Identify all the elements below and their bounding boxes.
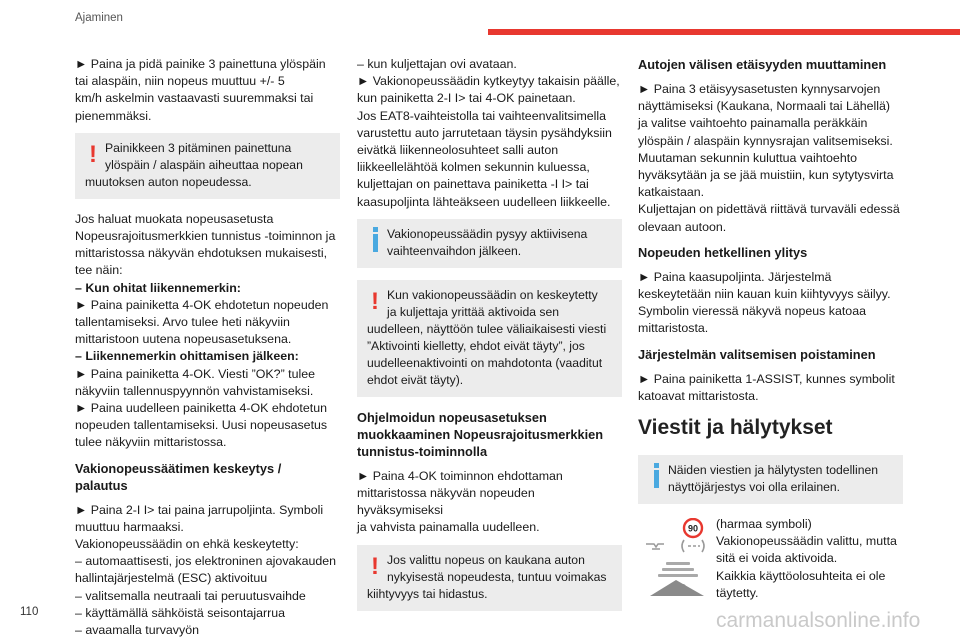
paragraph — [638, 81, 903, 236]
cruise-bracket-icon — [682, 540, 704, 552]
text-line: tunnistus-toiminnolla — [357, 443, 488, 459]
text-line: tulee näkyviin mittaristossa. — [75, 435, 227, 450]
text-line: Jos haluat muokata nopeusasetusta — [75, 211, 274, 226]
column-2 — [357, 56, 622, 623]
text-line: Jos EAT8-vaihteistolla tai vaihteenvalitsimella — [357, 108, 607, 123]
text-line: Kaikkia käyttöolosuhteita ei ole — [716, 568, 886, 583]
text-line: keskeytetään niin kauan kuin kiihtyvyys säilyy. — [638, 287, 891, 302]
text-line: ► Paina 2-I I> tai paina jarrupoljinta. Symboli — [75, 502, 324, 517]
warning-callout — [357, 545, 622, 611]
text-line: muutoksen auton nopeudessa. — [85, 174, 252, 189]
text-line: Vakionopeussäädin pysyy aktiivisena — [387, 226, 588, 241]
warning-icon: ! — [371, 552, 379, 580]
cruise-control-symbols — [644, 518, 710, 610]
paragraph — [75, 502, 340, 640]
text-line: nopeuden tallentamiseksi. Uusi nopeusasetus — [75, 418, 328, 433]
text-line: sitä ei voida aktivoida. — [716, 551, 838, 566]
paragraph — [357, 56, 622, 211]
text-line: vaihteenvaihdon jälkeen. — [387, 243, 522, 258]
text-line: ja valitse vaihtoehto painamalla peräkkäin — [638, 116, 868, 131]
callout-text — [85, 140, 332, 191]
callout-text — [367, 226, 614, 260]
text-line: näyttämiseksi (Kaukana, Normaali tai Lähellä) — [638, 99, 891, 114]
text-line: ehdot eivät täyty). — [367, 372, 464, 387]
text-line: Vakionopeussäätimen keskeytys / — [75, 460, 282, 476]
header-accent-bar — [488, 29, 960, 35]
text-line: muokkaaminen Nopeusrajoitusmerkkien — [357, 426, 604, 442]
sign-value: 90 — [687, 523, 699, 534]
text-line: olevaan autoon. — [638, 219, 727, 234]
chapter-heading: Viestit ja hälytykset — [638, 416, 833, 440]
warning-callout — [75, 133, 340, 199]
text-line: näkyviin tallennuspyynnön vahvistamiseksi. — [75, 383, 314, 398]
text-line: varustettu auto jarrutetaan täysin pysähdyksiin — [357, 125, 612, 140]
text-line: kaasupoljinta lähteäkseen uudelleen liikkeelle. — [357, 194, 611, 209]
header-title: Ajaminen — [75, 12, 123, 24]
page-number: 110 — [20, 606, 39, 618]
text-line: ”Aktivointi kielletty, ehdot eivät täyty”, jos — [367, 338, 585, 353]
text-line: ► Paina painiketta 1-ASSIST, kunnes symbolit — [638, 371, 895, 386]
road-distance-icon — [650, 562, 704, 596]
text-line: täytetty. — [716, 585, 759, 600]
text-line: ► Paina 3 etäisyysasetusten kynnysarvojen — [638, 82, 881, 96]
paragraph — [75, 56, 340, 125]
section-heading: Autojen välisen etäisyyden muuttaminen — [638, 57, 887, 72]
column-1 — [75, 56, 340, 640]
info-callout — [357, 219, 622, 268]
text-line: kiihtyvyys tai hidastus. — [367, 586, 488, 601]
text-line: Symbolin vieressä näkyvä nopeus katoaa — [638, 304, 866, 319]
text-line: Kuljettajan on pidettävä riittävä turvaväli edessä — [638, 202, 900, 217]
text-line: mittaristossa näkyvän ehdotuksen mukaisesti, — [75, 246, 328, 261]
text-line: Näiden viestien ja hälytysten todellinen — [668, 463, 879, 478]
warning-icon: ! — [89, 140, 97, 168]
watermark: carmanualsonline.info — [716, 609, 921, 632]
text-line: tallentamiseksi. Arvo tulee heti näkyviin — [75, 315, 290, 330]
text-line: ► Paina 4-OK toiminnon ehdottaman — [357, 468, 563, 483]
text-line: Muutaman sekunnin kuluttua vaihtoehto — [638, 150, 858, 165]
paragraph — [638, 269, 903, 338]
text-line: mittaristosta. — [638, 321, 709, 336]
section-heading: Järjestelmän valitsemisen poistaminen — [638, 346, 876, 362]
paragraph — [357, 468, 622, 537]
warning-callout — [357, 280, 622, 397]
text-line: palautus — [75, 477, 128, 493]
symbol-entry — [638, 516, 903, 616]
text-line: – valitsemalla neutraali tai peruutusvaihde — [75, 588, 306, 603]
warning-icon: ! — [371, 287, 379, 315]
text-line: ja kuljettaja yrittää aktivoida sen — [387, 304, 560, 319]
paragraph — [638, 371, 903, 405]
info-icon — [648, 463, 664, 493]
text-line: mittaristossa näkyvän nopeuden hyväksymiseksi — [357, 486, 535, 518]
section-heading — [357, 409, 622, 460]
text-line: Painikkeen 3 pitäminen painettuna — [105, 140, 292, 155]
info-callout — [638, 455, 903, 504]
text-line: ► Paina painiketta 4-OK. Viesti ”OK?” tulee — [75, 366, 316, 381]
text-line: näyttöjärjestys voi olla erilainen. — [668, 480, 841, 495]
text-line: ylöspäin / alaspäin kynnysrajan valitsemiseksi. — [638, 133, 893, 148]
text-line: nykyisestä nopeudesta, tuntuu voimakas — [387, 569, 607, 584]
text-line: kuljettajan on painettava painiketta -I I> tai — [357, 177, 589, 192]
callout-text — [648, 462, 895, 496]
text-line: – Liikennemerkin ohittamisen jälkeen: — [75, 349, 299, 364]
text-line: Vakionopeussäädin on ehkä keskeytetty: — [75, 537, 299, 552]
callout-text — [367, 287, 614, 389]
paragraph — [75, 211, 340, 452]
text-line: Ohjelmoidun nopeusasetuksen — [357, 409, 547, 425]
column-3 — [638, 56, 903, 616]
text-line: eivätkä liikenneolosuhteet salli auton — [357, 143, 559, 158]
text-line: liikkeellelähtöä kolmen sekunnin kuluessa, — [357, 160, 590, 175]
speed-limit-sign-icon — [684, 519, 702, 537]
steering-assist-icon — [646, 544, 664, 549]
text-line: mittaristoon uutena nopeusasetuksena. — [75, 332, 292, 347]
text-line: kun painiketta 2-I I> tai 4-OK painetaan. — [357, 91, 576, 106]
text-line: ► Vakionopeussäädin kytkeytyy takaisin päälle, — [357, 74, 620, 89]
text-line: hyväksytään ja se jää muistiin, kun sytytysvirta — [638, 168, 894, 183]
section-heading: Nopeuden hetkellinen ylitys — [638, 244, 808, 260]
text-line: – Kun ohitat liikennemerkin: — [75, 280, 241, 295]
text-line: – kun kuljettajan ovi avataan. — [357, 57, 517, 71]
text-line: ► Paina uudelleen painiketta 4-OK ehdotetun — [75, 401, 327, 416]
text-line: katkaistaan. — [638, 185, 705, 200]
text-line: Jos valittu nopeus on kaukana auton — [387, 552, 585, 567]
text-line: uudelleenaktivointi on mahdotonta (vaaditut — [367, 355, 603, 370]
text-line: (harmaa symboli) — [716, 517, 812, 532]
text-line: km/h askelmin vastaavasti suuremmaksi tai — [75, 91, 314, 106]
text-line: Kun vakionopeussäädin on keskeytetty — [387, 287, 598, 302]
section-heading — [75, 460, 340, 494]
text-line: pienemmäksi. — [75, 108, 152, 123]
text-line: Nopeusrajoitusmerkkien tunnistus -toiminnon ja — [75, 229, 336, 244]
info-icon — [367, 227, 383, 257]
text-line: ► Paina kaasupoljinta. Järjestelmä — [638, 269, 832, 284]
text-line: ja vahvista painamalla uudelleen. — [357, 520, 540, 535]
text-line: uudelleen, näyttöön tulee väliaikaisesti viesti — [367, 321, 607, 336]
text-line: muuttuu harmaaksi. — [75, 519, 184, 534]
callout-text — [367, 552, 614, 603]
text-line: – käyttämällä sähköistä seisontajarrua — [75, 605, 286, 620]
text-line: – avaamalla turvavyön — [75, 623, 199, 638]
text-line: hallintajärjestelmä (ESC) aktivoituu — [75, 571, 268, 586]
text-line: Vakionopeussäädin valittu, mutta — [716, 534, 897, 549]
text-line: ► Paina painiketta 4-OK ehdotetun nopeuden — [75, 297, 329, 312]
text-line: – automaattisesti, jos elektroninen ajovakauden — [75, 554, 337, 569]
text-line: tee näin: — [75, 263, 123, 278]
text-line: tai alaspäin, niin nopeus muuttuu +/- 5 — [75, 74, 285, 89]
text-line: katoavat mittaristosta. — [638, 388, 759, 403]
symbol-description — [716, 516, 906, 602]
text-line: ylöspäin / alaspäin aiheuttaa nopean — [105, 157, 303, 172]
text-line: ► Paina ja pidä painike 3 painettuna ylöspäin — [75, 57, 326, 71]
